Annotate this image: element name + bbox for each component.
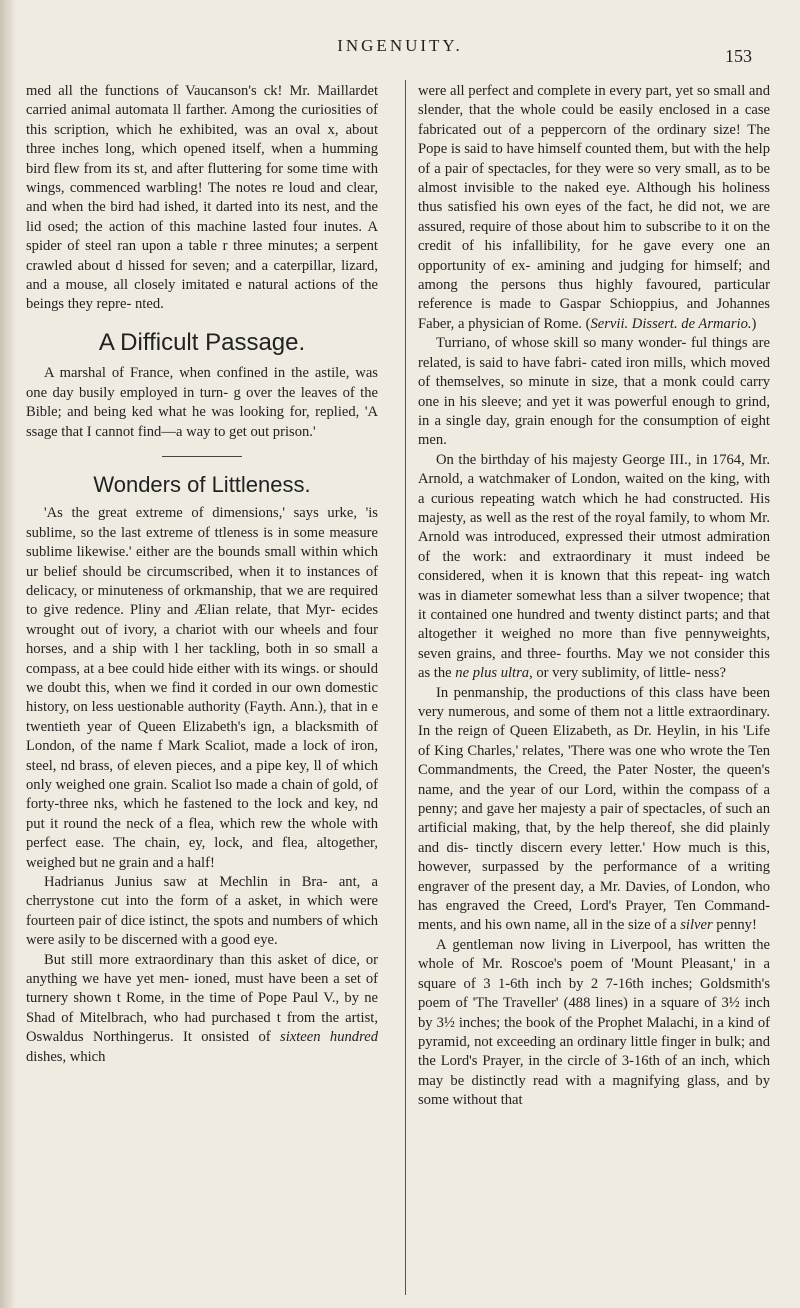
paragraph-pope <box>418 82 770 334</box>
paragraph-arnold-watch <box>418 451 770 684</box>
paragraph-pope-text: were all perfect and complete in every part, yet so small and slender, that the whole could be easily enclosed in a case fabricated out of a peppercorn of the ordinary size! The Pope is said to have himself counted them, but with the help of a pair of spectacles, for they were so very small, as to be almost invisible to the naked eye. Although his holiness thus satisfied his own eyes of the fact, he did not, we are assured, require of those about him to subscribe to it on the credit of his infallibility, for he gave every one an opportunity of ex- amining and judging for himself; and among the persons thus highly favoured, particular reference is made to Gaspar Schioppius, and Johannes Faber, a physician of Rome. ( <box>418 83 770 332</box>
page-binding-shadow <box>0 0 16 1308</box>
paragraph-hadrianus: Hadrianus Junius saw at Mechlin in Bra- ant, a cherrystone cut into the form of a asket, in which were fourteen pair of dice istinct, the spots and numbers of which were asily to be discerned with a good eye. <box>26 874 378 949</box>
paragraph-difficult-passage: A marshal of France, when confined in the astile, was one day busily employed in turn- g over the leaves of the Bible; and being ked what he was looking for, replied, 'A ssage that I cannot find—a way to get out prison.' <box>26 365 378 440</box>
paragraph-arnold-emphasis: ne plus ultra <box>455 665 530 682</box>
paragraph-arnold-tail: , or very sublimity, of little- ness? <box>529 665 726 682</box>
paragraph-burke: 'As the great extreme of dimensions,' says urke, 'is sublime, so the last extreme of ttleness is in some measure sublime likewise.' either are the bounds small within which ur belief should be circumscribed, when it to instances of delicacy, or minuteness of orkmanship, that we are required to give redence. Pliny and Ælian relate, that Myr- ecides wrought out of ivory, a chariot with our wheels and four horses, and a ship with l her tackling, both in so small a compass, at a bee could hide either with its wings. or should we doubt this, when we find it corded in our own domestic history, on less uestionable authority (Fayth. Ann.), that in e twentieth year of Queen Elizabeth's ign, a blacksmith of London, of the name f Mark Scaliot, made a lock of iron, steel, nd brass, of eleven pieces, and a pipe key, ll of which only weighed one grain. Scaliot lso made a chain of gold, of forty-three nks, which he fastened to the lock and key, nd put it round the neck of a flea, which rew the whole with perfect ease. The chain, ey, lock, and flea, altogether, weighed but ne grain and a half! <box>26 505 378 871</box>
page-number: 153 <box>725 46 752 66</box>
paragraph-pope-tail: ) <box>751 315 757 332</box>
paragraph-turnery-tail: dishes, which <box>26 1048 106 1065</box>
heading-difficult-passage: A Difficult Passage. <box>98 328 306 356</box>
running-title: INGENUITY. <box>337 36 463 55</box>
heading-wonders-of-littleness: Wonders of Littleness. <box>93 471 311 497</box>
paragraph-pope-citation: Servii. Dissert. de Armario. <box>590 315 752 332</box>
paragraph-turnery <box>26 951 378 1067</box>
section-rule <box>162 456 242 457</box>
paragraph-liverpool: A gentleman now living in Liverpool, has written the whole of Mr. Roscoe's poem of 'Mount Pleasant,' in a square of 3 1-6th inch by 2 7-16th inches; Goldsmith's poem of 'The Traveller' (488 lines) in a square of 3½ inch by 3½ inches; the book of the Prophet Malachi, in a kind of pyramid, not exceeding an ordinary little finger in bulk; and the Lord's Prayer, in the circle of 3-16th of an inch, which may be distinctly read with a magnifying glass, and by some without that <box>418 936 770 1109</box>
column-divider <box>405 80 406 1295</box>
paragraph-penmanship-emphasis: silver <box>680 917 713 934</box>
paragraph-automata: med all the functions of Vaucanson's ck! Mr. Maillardet carried animal automata ll farther. Among the curiosities of this scription, which he exhibited, was an oval x, about three inches long, which opened itself, when a humming bird flew from its st, and after fluttering for some time with wings, commenced warbling! The notes re loud and clear, and when the bird had ished, it darted into its nest, and the lid osed; the action of this machine lasted four inutes. A spider of steel ran upon a table r three minutes; a serpent crawled about d hissed for seven; and a caterpillar, lizard, and a mouse, all closely imitated e natural actions of the beings they repre- nted. <box>26 83 378 313</box>
paragraph-turnery-text: But still more extraordinary than this asket of dice, or anything we have yet men- ioned, must have been a set of turnery shown t Rome, in the time of Pope Paul V., by ne Shad of Mitelbrach, who had purchased t from the artist, Oswaldus Northingerus. It onsisted of <box>26 951 378 1046</box>
paragraph-turnery-emphasis: sixteen hundred <box>280 1029 379 1046</box>
paragraph-penmanship-tail: penny! <box>712 917 757 934</box>
left-column <box>26 82 378 1067</box>
paragraph-turriano: Turriano, of whose skill so many wonder- ful things are related, is said to have fabri- cated iron mills, which moved of themselves, so minute in size, that a monk could carry one in his sleeve; and yet it was powerful enough to grind, in a single day, grain enough for the consumption of eight men. <box>418 335 770 449</box>
paragraph-penmanship-text: In penmanship, the productions of this class have been very numerous, and some of them not a little extraordinary. In the reign of Queen Elizabeth, as Dr. Heylin, in his 'Life of King Charles,' relates, 'There was one who wrote the Ten Commandments, the Creed, the Pater Noster, the queen's name, and the year of our Lord, within the compass of a penny; and gave her majesty a pair of spectacles, of such an artificial making, that, by the help thereof, she did plainly and dis- tinctly discern every letter.' How much is this, however, surpassed by the performance of a writing engraver of the present day, a Mr. Davies, of London, who has engraved the Creed, Lord's Prayer, Ten Command- ments, and his own name, all in the size of a <box>418 684 770 934</box>
paragraph-arnold-text: On the birthday of his majesty George III., in 1764, Mr. Arnold, a watchmaker of London, waited on the king, with a curious repeating watch which he had constructed. His majesty, as well as the rest of the royal family, to whom Mr. Arnold was introduced, expressed their utmost admiration of the work: and extraordinary it must indeed be considered, when it is known that this repeat- ing watch was in diameter somewhat less than a silver twopence; that it contained one hundred and twenty distinct parts; and that altogether it weighed no more than five pennyweights, seven grains, and three- fourths. May we not consider this as the <box>418 451 770 682</box>
right-column <box>418 82 770 1111</box>
paragraph-penmanship <box>418 684 770 936</box>
